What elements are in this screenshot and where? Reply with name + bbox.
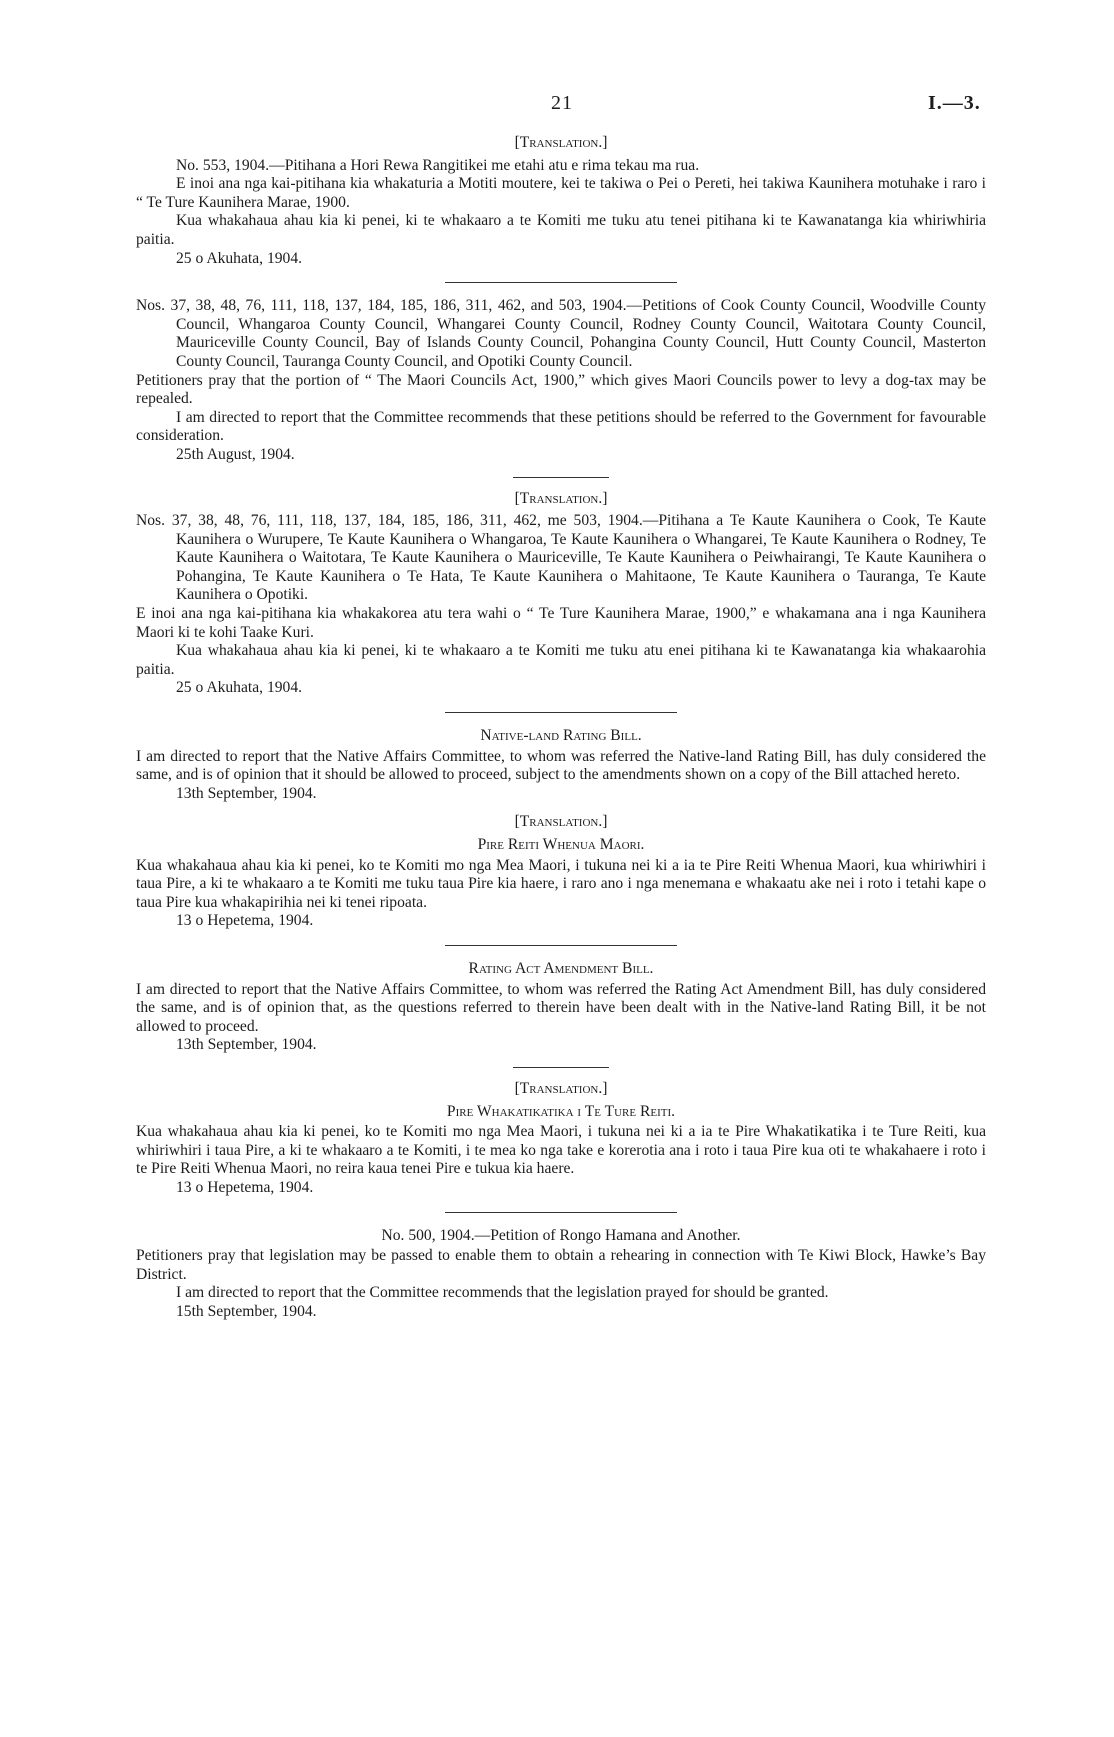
section-heading: Native-land Rating Bill. <box>480 727 642 745</box>
entry-date: 25 o Akuhata, 1904. <box>176 249 303 267</box>
paragraph: I am directed to report that the Native Affairs Committee, to whom was referred the Native-land Rating Bill, has duly considered the same, and is of opinion that it should be allowed to proceed, subject to the amendments shown on a copy of the Bill attached hereto. <box>136 747 986 784</box>
paragraph: E inoi ana nga kai-pitihana kia whakaturia a Motiti moutere, kei te takiwa o Pei o Pereti, hei takiwa Kaunihera motuhake i raro i “ Te Ture Kaunihera Marae, 1900. <box>136 175 986 211</box>
section-petition-553-translation <box>136 134 986 268</box>
section-rating-act-amendment-bill-translation <box>136 1080 986 1198</box>
paragraph: Petitioners pray that the portion of “ The Maori Councils Act, 1900,” which gives Maori Councils power to levy a dog-tax may be repealed. <box>136 371 986 408</box>
entry-heading: Nos. 37, 38, 48, 76, 111, 118, 137, 184, 185, 186, 311, 462, me 503, 1904.—Pitihana a Te Kaute Kaunihera o Cook, Te Kaute Kaunihera o Wurupere, Te Kaute Kaunihera o Whangaroa, Te Kaute Kaunihera o Whangarei, Te Kaute Kaunihera o Rodney, Te Kaute Kaunihera o Waitotara, Te Kaute Kaunihera o Mauriceville, Te Kaute Kaunihera o Peiwhairangi, Te Kaute Kaunihera o Pohangina, Te Kaute Kaunihera o Te Hata, Te Kaute Kaunihera o Mahitaone, Te Kaute Kaunihera o Tauranga, Te Kaute Kaunihera o Opotiki. <box>136 512 986 604</box>
entry-heading: No. 500, 1904.—Petition of Rongo Hamana and Another. <box>381 1226 741 1244</box>
entry-heading: Nos. 37, 38, 48, 76, 111, 118, 137, 184, 185, 186, 311, 462, and 503, 1904.—Petitions of Cook County Council, Woodville County Council, Whangaroa County Council, Whangarei County Council, Rodney County Council, Waitotara County Council, Mauriceville County Council, Bay of Islands County Council, Pohangina County Council, Hutt County Council, Masterton County Council, Tauranga County Council, and Opotiki County Council. <box>136 297 986 370</box>
section-native-land-rating-bill <box>136 727 986 803</box>
page-body <box>136 134 986 1321</box>
section-divider <box>445 282 677 283</box>
section-divider <box>513 477 609 478</box>
translation-label: [Translation.] <box>514 813 608 831</box>
section-divider <box>445 945 677 946</box>
entry-date: 15th September, 1904. <box>176 1302 317 1320</box>
entry-date: 25 o Akuhata, 1904. <box>176 679 303 697</box>
paragraph: Kua whakahaua ahau kia ki penei, ki te whakaaro a te Komiti me tuku atu enei pitihana ki te Kawanatanga kia whakaarohia paitia. <box>136 642 986 678</box>
translation-label: [Translation.] <box>514 1079 608 1097</box>
section-heading: Rating Act Amendment Bill. <box>468 959 654 977</box>
translation-label: [Translation.] <box>514 489 608 507</box>
translation-label: [Translation.] <box>514 134 608 151</box>
document-reference: I.—3. <box>928 92 981 114</box>
section-divider <box>513 1067 609 1068</box>
entry-date: 13 o Hepetema, 1904. <box>176 912 314 930</box>
section-native-land-rating-bill-translation <box>136 813 986 931</box>
section-petition-500 <box>136 1227 986 1322</box>
section-county-council-petitions-translation <box>136 490 986 699</box>
page-number: 21 <box>551 92 573 114</box>
paragraph: Kua whakahaua ahau kia ki penei, ko te Komiti mo nga Mea Maori, i tukuna nei ki a ia te Pire Reiti Whenua Maori, kua whiriwhiri i taua Pire, a ki te whakaaro a te Komiti me tuku taua Pire kia haere, i raro ano i nga menemana e whakaatu ake nei i roto i tetahi kape o taua Pire kua whakapirihia nei ki tenei ripoata. <box>136 856 986 911</box>
paragraph: Kua whakahaua ahau kia ki penei, ko te Komiti mo nga Mea Maori, i tukuna nei ki a ia te Pire Whakatikatika i te Ture Reiti, kua whiriwhiri i taua Pire, a ki te whakaaro a te Komiti, i te mea ko nga take e korerotia ana i roto i taua Pire kua oti te whakahaere i roto i te Pire Reiti Whenua Maori, no reira kaua tenei Pire e tukua kia haere. <box>136 1123 986 1178</box>
entry-date: 13th September, 1904. <box>176 784 317 802</box>
paragraph: I am directed to report that the Native Affairs Committee, to whom was referred the Rating Act Amendment Bill, has duly considered the same, and is of opinion that, as the questions referred to therein have been dealt with in the Native-land Rating Bill, it be not allowed to proceed. <box>136 980 986 1035</box>
page-header <box>0 92 1114 118</box>
paragraph: I am directed to report that the Committee recommends that these petitions should be referred to the Government for favourable consideration. <box>136 408 986 445</box>
section-heading: Pire Reiti Whenua Maori. <box>477 836 645 853</box>
section-divider <box>445 712 677 713</box>
entry-heading: No. 553, 1904.—Pitihana a Hori Rewa Rangitikei me etahi atu e rima tekau ma rua. <box>176 156 700 174</box>
entry-date: 13 o Hepetema, 1904. <box>176 1178 314 1196</box>
paragraph: Petitioners pray that legislation may be passed to enable them to obtain a rehearing in connection with Te Kiwi Block, Hawke’s Bay District. <box>136 1247 986 1283</box>
entry-date: 13th September, 1904. <box>176 1036 317 1054</box>
section-county-council-petitions <box>136 297 986 464</box>
paragraph: I am directed to report that the Committee recommends that the legislation prayed for should be granted. <box>176 1284 829 1302</box>
section-divider <box>445 1212 677 1213</box>
paragraph: Kua whakahaua ahau kia ki penei, ki te whakaaro a te Komiti me tuku atu tenei pitihana ki te Kawanatanga kia whiriwhiria paitia. <box>136 212 986 248</box>
paragraph: E inoi ana nga kai-pitihana kia whakakorea atu tera wahi o “ Te Ture Kaunihera Marae, 1900,” e whakamana ana i nga Kaunihera Maori ki te kohi Taake Kuri. <box>136 605 986 641</box>
section-rating-act-amendment-bill <box>136 960 986 1055</box>
section-heading: Pire Whakatikatika i Te Ture Reiti. <box>446 1102 676 1120</box>
entry-date: 25th August, 1904. <box>176 445 295 463</box>
